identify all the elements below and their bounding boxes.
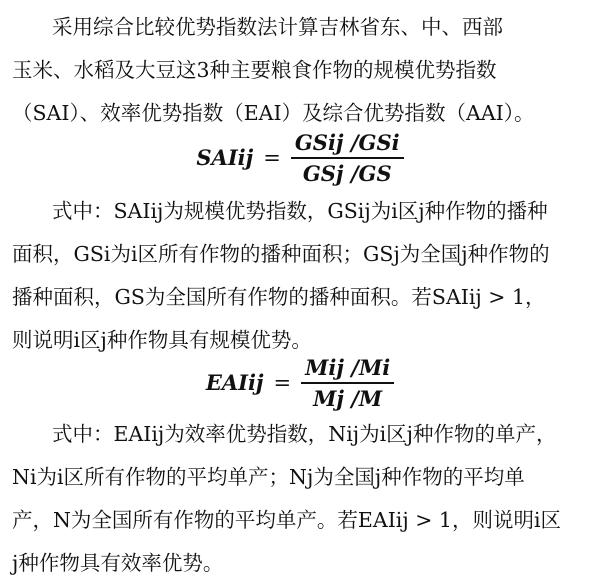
text-line: 则说明i区j种作物具有规模优势。 [12, 328, 312, 352]
equals-sign: = [273, 370, 292, 395]
text-line: 玉米、水稻及大豆这3种主要粮食作物的规模优势指数 [12, 58, 497, 82]
sai-formula [0, 130, 600, 186]
numerator: Mij /Mi [305, 355, 391, 380]
eai-formula [0, 355, 600, 411]
formula-lhs: SAIij [196, 145, 254, 171]
text-line: j种作物具有效率优势。 [12, 551, 224, 575]
text-line: 播种面积，GS为全国所有作物的播种面积。若SAIij > 1， [12, 285, 546, 309]
fraction [291, 130, 404, 186]
equals-sign: = [263, 145, 281, 170]
intro-paragraph [12, 6, 594, 135]
formula-lhs: EAIij [205, 370, 264, 396]
eai-definition-paragraph [12, 413, 594, 585]
denominator: GSj /GS [302, 160, 392, 186]
numerator: GSij /GSi [294, 130, 400, 155]
denominator: Mj /M [313, 385, 383, 411]
text-line: （SAI）、效率优势指数（EAI）及综合优势指数（AAI）。 [12, 101, 535, 125]
text-line: 式中：SAIij为规模优势指数，GSij为i区j种作物的播种 [52, 199, 548, 223]
text-line: 式中：EAIij为效率优势指数，Nij为i区j种作物的单产， [52, 422, 557, 446]
fraction [301, 355, 394, 411]
sai-definition-paragraph [12, 190, 594, 362]
text-line: 采用综合比较优势指数法计算吉林省东、中、西部 [52, 15, 503, 39]
text-line: 面积，GSi为i区所有作物的播种面积；GSj为全国j种作物的 [12, 242, 550, 266]
text-line: 产，N为全国所有作物的平均单产。若EAIij > 1，则说明i区 [12, 508, 562, 532]
text-line: Ni为i区所有作物的平均单产；Nj为全国j种作物的平均单 [12, 465, 525, 489]
